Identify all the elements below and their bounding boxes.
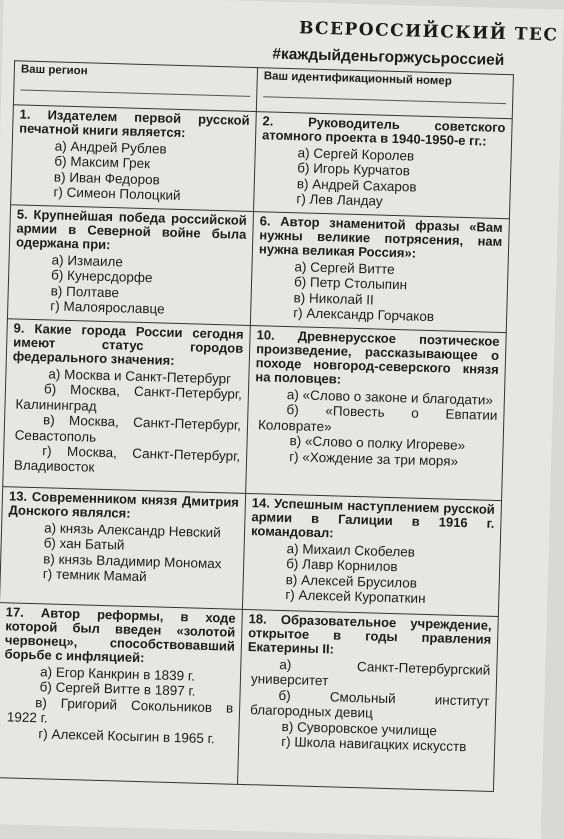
answer-option[interactable]: г) Александр Горчаков xyxy=(292,305,435,325)
question-row xyxy=(0,486,502,616)
answer-option[interactable]: г) темник Мамай xyxy=(42,566,147,585)
answer-option[interactable]: б) «Повесть о Евпатии Коловрате» xyxy=(257,402,498,435)
answer-option[interactable]: а) Михаил Скобелев xyxy=(286,541,416,560)
answer-option[interactable]: г) Симеон Полоцкий xyxy=(53,184,181,204)
answer-option[interactable]: б) Кунерсдорфе xyxy=(50,267,153,286)
id-field[interactable] xyxy=(256,67,514,118)
answer-option[interactable]: б) Смольный институт благородных девиц xyxy=(249,687,490,721)
question-text: 9. Какие города России сегодня имеют статус городов федерального значения: xyxy=(12,320,244,368)
answer-option[interactable]: б) Лавр Корнилов xyxy=(285,556,398,575)
answer-option[interactable]: г) Малоярославце xyxy=(50,298,165,317)
question-17 xyxy=(0,602,242,785)
answer-option[interactable]: б) хан Батый xyxy=(43,535,125,553)
question-text: 5. Крупнейшая победа российской армии в Северной войне была одержана при: xyxy=(15,206,247,253)
answer-option[interactable]: г) Алексей Косыгин в 1965 г. xyxy=(38,725,215,746)
answer-option[interactable]: а) Андрей Рублев xyxy=(54,138,167,157)
question-text: 14. Успешным наступлением русской армии в Галиции в 1916 г. командовал: xyxy=(250,495,496,541)
question-9 xyxy=(2,318,250,493)
answer-option[interactable]: б) Петр Столыпин xyxy=(293,274,408,293)
question-18 xyxy=(237,609,499,792)
question-grid xyxy=(0,60,514,792)
id-line xyxy=(263,96,506,104)
question-1 xyxy=(10,104,256,211)
question-14 xyxy=(242,493,502,616)
answer-option[interactable]: в) князь Владимир Мономах xyxy=(43,551,222,572)
answer-option[interactable]: в) Суворовское училище xyxy=(281,718,438,738)
answer-option[interactable]: б) Москва, Санкт-Петербург, Калининград xyxy=(15,381,243,414)
answer-option[interactable]: а) Москва и Санкт-Петербург xyxy=(48,366,232,387)
question-13 xyxy=(0,486,245,609)
answer-option[interactable]: г) Алексей Куропаткин xyxy=(285,587,426,607)
question-10 xyxy=(245,325,507,500)
answer-option[interactable]: г) Школа навигацких искусств xyxy=(281,734,467,755)
question-text: 10. Древнерусское поэтическое произведение, рассказывающее о походе новгород-северского князя на половцев: xyxy=(255,327,500,387)
question-row xyxy=(2,318,506,500)
question-text: 18. Образовательное учреждение, открытое в годы правления Екатерины II: xyxy=(247,611,492,657)
answer-option[interactable]: в) Москва, Санкт-Петербург, Севастополь xyxy=(14,412,242,445)
question-text: 2. Руководитель советского атомного проекта в 1940-1950-е гг.: xyxy=(261,113,506,149)
answer-option[interactable]: в) «Слово о полку Игореве» xyxy=(289,433,466,454)
question-5 xyxy=(7,204,253,325)
question-row xyxy=(10,104,513,218)
answer-option[interactable]: в) Иван Федоров xyxy=(53,169,160,188)
question-text: 17. Автор реформы, в ходе которой был введен «золотой червонец», способствовавший борьбе с инфляцией: xyxy=(4,604,236,666)
answer-option[interactable]: а) Санкт-Петербургский университет xyxy=(250,656,491,689)
test-title: ВСЕРОССИЙСКИЙ ТЕС xyxy=(298,18,559,46)
answer-option[interactable]: в) Алексей Брусилов xyxy=(285,571,418,591)
answer-option[interactable]: б) Игорь Курчатов xyxy=(297,160,411,179)
answer-option[interactable]: а) Сергей Витте xyxy=(294,259,395,278)
hashtag: #каждыйденьгоржусьроссией xyxy=(272,45,505,69)
answer-option[interactable]: а) «Слово о законе и благодати» xyxy=(286,387,494,408)
answer-option[interactable]: б) Максим Грек xyxy=(54,153,151,172)
answer-option[interactable]: г) «Хождение за три моря» xyxy=(288,448,459,469)
answer-option[interactable]: а) Измаиле xyxy=(51,252,124,270)
question-text: 1. Издателем первой русской печатной книги является: xyxy=(19,106,250,141)
answer-option[interactable]: г) Лев Ландау xyxy=(296,191,383,209)
answer-option[interactable]: а) Сергей Королев xyxy=(297,145,415,164)
answer-option[interactable]: б) Сергей Витте в 1897 г. xyxy=(39,679,196,700)
question-6 xyxy=(250,211,510,332)
region-label: Ваш регион xyxy=(20,63,88,78)
answer-option[interactable]: а) князь Александр Невский xyxy=(43,520,221,541)
id-label: Ваш идентификационный номер xyxy=(263,70,452,88)
answer-option[interactable]: в) Полтаве xyxy=(50,283,120,301)
question-text: 6. Автор знаменитой фразы «Вам нужны великие потрясения, нам нужна великая Россия»: xyxy=(258,213,503,261)
answer-option[interactable]: а) Егор Канкрин в 1839 г. xyxy=(39,664,196,684)
region-field[interactable] xyxy=(13,60,257,111)
answer-option[interactable]: г) Москва, Санкт-Петербург, Владивосток xyxy=(13,443,241,476)
answer-option[interactable]: в) Андрей Сахаров xyxy=(296,176,417,195)
answer-option[interactable]: в) Николай II xyxy=(293,290,374,308)
question-2 xyxy=(253,111,513,218)
question-row xyxy=(7,204,510,332)
answer-option[interactable]: в) Григорий Сокольников в 1922 г. xyxy=(6,694,234,726)
question-text: 13. Современником князя Дмитрия Донского являлся: xyxy=(8,488,240,521)
question-row xyxy=(0,602,499,792)
region-line xyxy=(20,89,250,96)
